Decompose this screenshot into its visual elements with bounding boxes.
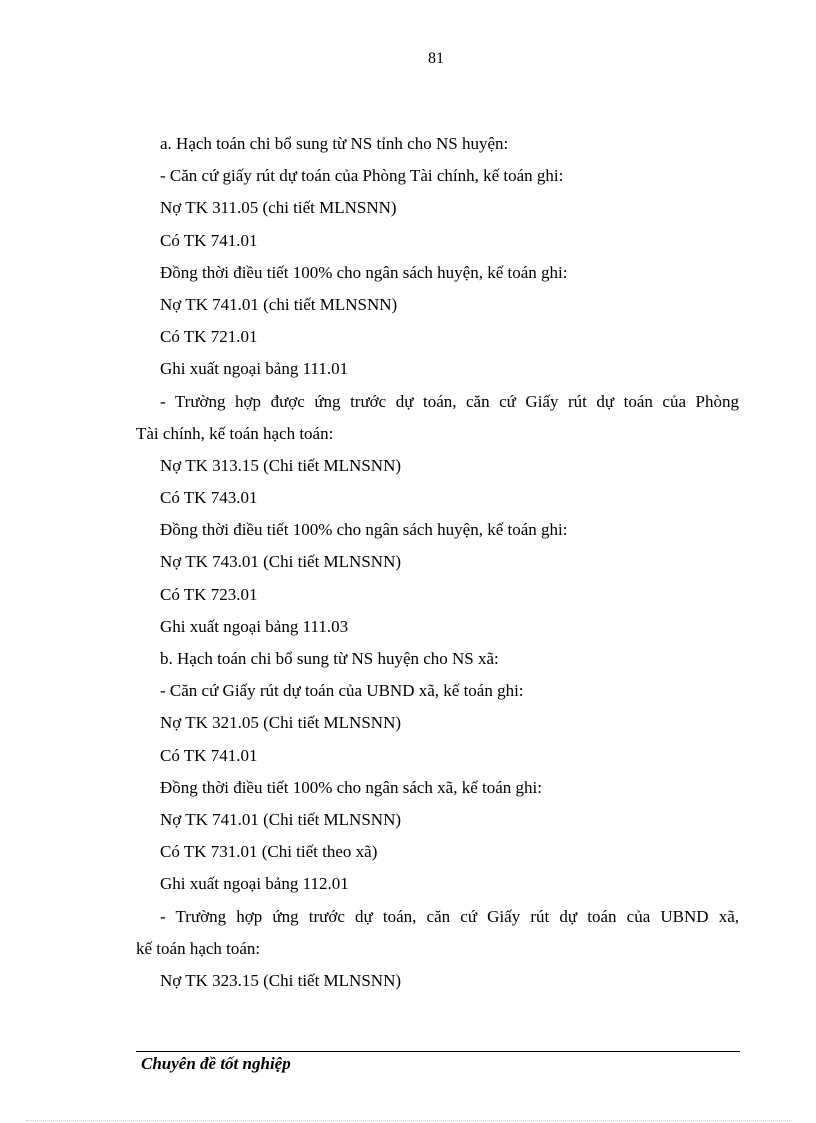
paragraph-line: Nợ TK 321.05 (Chi tiết MLNSNN) xyxy=(160,713,402,733)
document-body xyxy=(136,128,739,997)
paragraph-line: kế toán hạch toán: xyxy=(136,938,261,958)
paragraph-line: Ghi xuất ngoại bảng 112.01 xyxy=(160,874,349,894)
paragraph-line: Ghi xuất ngoại bảng 111.01 xyxy=(160,359,349,379)
paragraph-line: Đồng thời điều tiết 100% cho ngân sách huyện, kế toán ghi: xyxy=(160,520,568,540)
paragraph-line: Nợ TK 741.01 (chi tiết MLNSNN) xyxy=(160,294,398,314)
paragraph-line: Đồng thời điều tiết 100% cho ngân sách xã, kế toán ghi: xyxy=(160,777,542,797)
paragraph-line: - Căn cứ giấy rút dự toán của Phòng Tài chính, kế toán ghi: xyxy=(160,166,564,186)
paragraph-line: Có TK 723.01 xyxy=(160,584,258,604)
paragraph-line: a. Hạch toán chi bổ sung từ NS tỉnh cho NS huyện: xyxy=(160,134,509,153)
footer-title: Chuyên đề tốt nghiệp xyxy=(141,1054,291,1073)
paragraph-line: Tài chính, kế toán hạch toán: xyxy=(136,423,334,443)
paragraph-line: - Căn cứ Giấy rút dự toán của UBND xã, kế toán ghi: xyxy=(160,681,524,701)
paragraph-line: Có TK 721.01 xyxy=(160,327,258,347)
paragraph-line: Nợ TK 311.05 (chi tiết MLNSNN) xyxy=(160,198,397,218)
paragraph-line: Nợ TK 741.01 (Chi tiết MLNSNN) xyxy=(160,809,402,829)
paragraph-line: Có TK 741.01 xyxy=(160,745,258,765)
paragraph-line: Nợ TK 313.15 (Chi tiết MLNSNN) xyxy=(160,455,402,475)
page-edge-divider xyxy=(26,1120,792,1121)
paragraph-line: Có TK 731.01 (Chi tiết theo xã) xyxy=(160,842,378,862)
paragraph-line: - Trường hợp ứng trước dự toán, căn cứ Giấy rút dự toán của UBND xã, xyxy=(160,906,739,926)
paragraph-line: b. Hạch toán chi bổ sung từ NS huyện cho NS xã: xyxy=(160,649,499,668)
paragraph-line: Đồng thời điều tiết 100% cho ngân sách huyện, kế toán ghi: xyxy=(160,262,568,282)
paragraph-line: Nợ TK 743.01 (Chi tiết MLNSNN) xyxy=(160,552,402,572)
footer-divider xyxy=(136,1051,740,1052)
paragraph-line: Có TK 743.01 xyxy=(160,488,258,508)
page-number: 81 xyxy=(428,50,444,67)
paragraph-line: - Trường hợp được ứng trước dự toán, căn cứ Giấy rút dự toán của Phòng xyxy=(160,391,739,411)
paragraph-line: Có TK 741.01 xyxy=(160,230,258,250)
paragraph-line: Ghi xuất ngoại bảng 111.03 xyxy=(160,616,349,636)
paragraph-line: Nợ TK 323.15 (Chi tiết MLNSNN) xyxy=(160,970,402,990)
